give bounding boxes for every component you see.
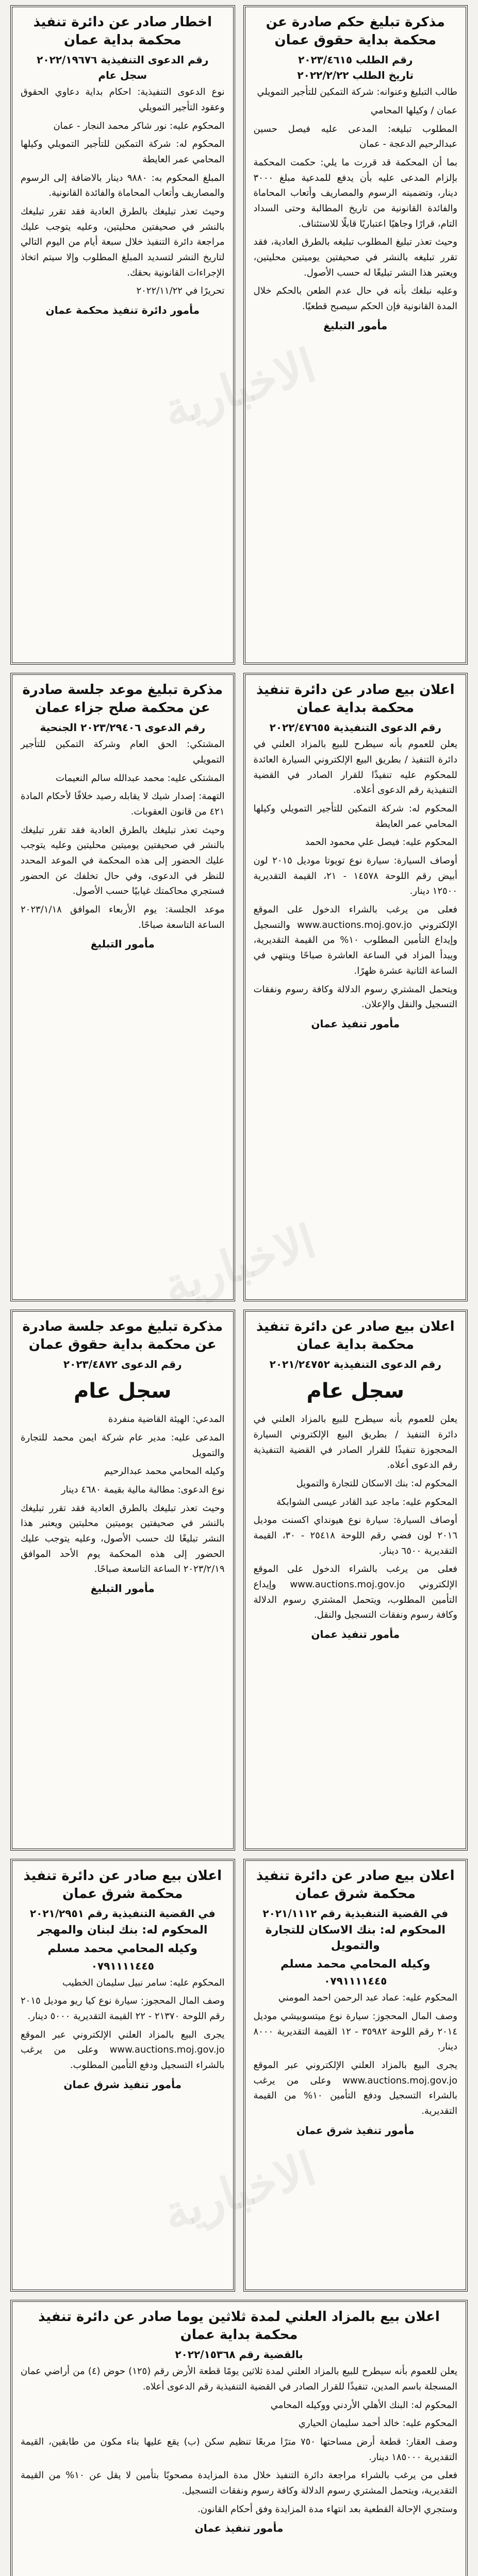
notice-para: يعلن للعموم بأنه سيطرح للبيع بالمزاد العلني لمدة ثلاثين يومًا قطعة الأرض رقم (١٢٥) حوض (٤) من أراضي عمان المسجلة باسم المدين، تنفيذًا للقرار الصادر في القضية التنفيذية رقم الدعوى أعلاه. xyxy=(21,2366,457,2392)
notice-para: وعليه نبلغك بأنه في حال عدم الطعن بالحكم خلال المدة القانونية فإن الحكم سيصبح قطعيًا. xyxy=(253,285,457,312)
notice-signature: مأمور تنفيذ عمان xyxy=(311,1628,400,1641)
case-date: تاريخ الطلب ٢٠٢٢/٢/٢٢ xyxy=(297,69,414,82)
notice-para: وصف المال المحجوز: سيارة نوع كيا ريو موديل ٢٠١٥ رقم اللوحة ٢١٣٧٠ - ٢٢ القيمة التقديرية ٥٠٠٠ دينار. xyxy=(21,1995,225,2022)
notice-title: اعلان بيع صادر عن دائرة تنفيذ محكمة بداية عمان xyxy=(256,682,455,716)
notice-east-amman-auction-2 xyxy=(10,1859,235,2292)
notice-title: مذكرة تبليغ موعد جلسة صادرة عن محكمة صلح جزاء عمان xyxy=(22,682,223,716)
case-number: بالقضية رقم ٢٠٢٢/١٥٣٦٨ xyxy=(175,2348,303,2361)
notice-para: وصف المال المحجوز: سيارة نوع ميتسوبيشي موديل ٢٠١٤ رقم اللوحة ٣٥٩٨٢ - ١٢ القيمة التقديرية ٨٠٠٠ دينار. xyxy=(253,2010,457,2053)
notice-lawyer: وكيله المحامي محمد مسلم xyxy=(281,1957,431,1971)
notice-para: المدعي: الهيئة القاضية منفردة xyxy=(108,1414,225,1425)
notice-para: وحيث تعذر تبليغك بالطرق العادية فقد تقرر تبليغك بالنشر في صحيفتين يوميتين محليتين ويعتبر هذا النشر تبليغًا لك حسب الأصول، وعليه يتوجب عليك الحضور إلى هذه المحكمة يوم الأحد الموافق ٢٠٢٣/٢/١٩ الساعة التاسعة صباحًا. xyxy=(21,1502,225,1575)
notice-party: المحكوم له: بنك الاسكان للتجارة والتمويل xyxy=(265,1924,446,1952)
notice-para: تحريرًا في ٢٠٢٢/١١/٢٢ xyxy=(136,285,225,297)
notice-para: المحكوم له: بنك الاسكان للتجارة والتمويل xyxy=(296,1478,457,1489)
notice-signature: مأمور تنفيذ عمان xyxy=(194,2522,284,2535)
notice-para: طالب التبليغ وعنوانه: شركة التمكين للتأجير التمويلي xyxy=(257,87,457,98)
notice-title: اعلان بيع صادر عن دائرة تنفيذ محكمة شرق عمان xyxy=(256,1868,455,1902)
notice-para: المحكوم له: البنك الأهلي الأردني ووكيله المحامي xyxy=(270,2399,457,2411)
notice-para: يجرى البيع بالمزاد العلني الإلكتروني عبر الموقع www.auctions.moj.gov.jo وعلى من يرغب بالشراء التسجيل ودفع التأمين المطلوب. xyxy=(21,2029,225,2071)
notice-para: المحكوم له: شركة التمكين للتأجير التمويلي وكيلها المحامي عمر العايطة xyxy=(253,803,457,829)
notice-lawyer: وكيله المحامي محمد مسلم xyxy=(47,1942,197,1955)
case-number: رقم الدعوى التنفيذية ٢٠٢٢/٤٧٦٥٥ xyxy=(269,721,441,734)
notice-para: المدعى عليه: مدير عام شركة ايمن محمد للتجارة والتمويل xyxy=(21,1432,225,1459)
notice-para: نوع الدعوى التنفيذية: احكام بداية دعاوي الحقوق وعقود التأجير التمويلي xyxy=(21,87,225,113)
phone-number: ٠٧٩١١١١٤٤٥ xyxy=(324,1975,387,1988)
notice-para: نوع الدعوى: مطالبة مالية بقيمة ٤٦٨٠ دينار xyxy=(61,1484,225,1495)
notice-title: اخطار صادر عن دائرة تنفيذ محكمة بداية عمان xyxy=(33,14,212,48)
notice-para: المحكوم عليه: سامر نبيل سليمان الخطيب xyxy=(62,1977,225,1988)
notice-court-judgment xyxy=(243,5,468,665)
notice-title: اعلان بيع صادر عن دائرة تنفيذ محكمة شرق عمان xyxy=(23,1868,222,1902)
case-number: رقم الدعوى التنفيذية ٢٠٢٢/١٩٦٧٦ xyxy=(37,54,209,66)
notice-para: يعلن للعموم بأنه سيطرح للبيع بالمزاد العلني في دائرة التنفيذ / بطريق البيع الإلكتروني السيارة المحجوزة تنفيذًا للقرار الصادر في القضية التنفيذية رقم الدعوى أعلاه. xyxy=(253,1414,457,1471)
notice-para: وصف العقار: قطعة أرض مساحتها ٧٥٠ مترًا مربعًا تنظيم سكن (ب) يقع عليها بناء مكون من طابقين، القيمة التقديرية ١٨٥٠٠٠ دينار. xyxy=(21,2436,457,2463)
notice-signature: مأمور التبليغ xyxy=(90,1582,155,1595)
notice-signature: مأمور التبليغ xyxy=(90,938,155,951)
case-number: رقم الدعوى التنفيذية ٢٠٢١/٢٤٧٥٢ xyxy=(269,1358,441,1371)
notice-para: المشتكي: الحق العام وشركة التمكين للتأجير التمويلي xyxy=(21,739,225,765)
notice-hearing-date xyxy=(10,673,235,1301)
notice-title: مذكرة تبليغ حكم صادرة عن محكمة بداية حقوق عمان xyxy=(266,14,445,48)
notice-execution-warning xyxy=(10,5,235,665)
notice-para: المبلغ المحكوم به: ٩٨٨٠ دينار بالاضافة إلى الرسوم والمصاريف وأتعاب المحاماة والفائدة القانونية. xyxy=(21,172,225,199)
notice-title: اعلان بيع صادر عن دائرة تنفيذ محكمة بداية عمان xyxy=(256,1319,455,1353)
notice-signature: مأمور تنفيذ عمان xyxy=(311,1017,400,1030)
watermark: الاخبارية xyxy=(156,2141,322,2242)
notice-para: وستجري الإحالة القطعية بعد انتهاء مدة المزايدة وفق أحكام القانون. xyxy=(197,2503,457,2515)
notice-para: المطلوب تبليغه: المدعى عليه فيصل حسين عبدالرحيم الدعجة - عمان xyxy=(253,123,457,150)
notice-para: المحكوم عليه: فيصل علي محمود الحمد xyxy=(305,837,457,848)
notice-para: فعلى من يرغب بالشراء الدخول على الموقع الإلكتروني www.auctions.moj.gov.jo وإيداع التأمين المطلوب، ويتحمل المشتري رسوم الدلالة وكافة رسوم ونفقات التسجيل والنقل. xyxy=(253,1564,457,1621)
notice-para: وحيث تعذر تبليغك بالطرق العادية فقد تقرر تبليغك بالنشر في صحيفتين يوميتين محليتين وعليه يتوجب عليك الحضور إلى هذه المحكمة في الموعد المحدد للنظر في الدعوى، وفي حال تخلفك عن الحضور فستجري محاكمتك غيابيًا حسب الأصول. xyxy=(21,824,225,897)
notice-title: مذكرة تبليغ موعد جلسة صادرة عن محكمة بداية حقوق عمان xyxy=(22,1319,223,1353)
notice-para: موعد الجلسة: يوم الأربعاء الموافق ٢٠٢٣/١/١٨ الساعة التاسعة صباحًا. xyxy=(21,904,225,930)
case-number: رقم الدعوى ٢٠٢٣/٤٨٧٢ xyxy=(63,1358,182,1371)
notice-title: اعلان بيع بالمزاد العلني لمدة ثلاثين يوما صادر عن دائرة تنفيذ محكمة بداية عمان xyxy=(38,2309,440,2343)
notice-para: بما أن المحكمة قد قررت ما يلي: حكمت المحكمة بإلزام المدعى عليه بأن يدفع للمدعية مبلغ ٣٠٠٠ دينار، وتضمينه الرسوم والمصاريف وأتعاب المحاماة والفائدة القانونية من تاريخ المطالبة وحتى السداد التام، قرارًا وجاهيًا اعتباريًا قابلًا للاستئناف. xyxy=(253,157,457,229)
notice-car-auction xyxy=(243,673,468,1301)
case-number: رقم الدعوى ٢٠٢٣/٢٩٤٠٦ الجنحية xyxy=(40,721,205,734)
case-date: سجل عام xyxy=(98,69,147,82)
notice-para: المحكوم عليه: عماد عبد الرحمن احمد المومني xyxy=(278,1992,457,2004)
phone-number: ٠٧٩١١١١٤٤٥ xyxy=(91,1959,154,1972)
notice-land-auction xyxy=(10,2300,468,2576)
notice-para: المحكوم عليه: نور شاكر محمد النجار - عمان xyxy=(53,120,225,131)
case-number: في القضية التنفيذية رقم ٢٠٢١/٢٩٥١ xyxy=(29,1907,216,1920)
notice-para: المحكوم له: شركة التمكين للتأجير التمويلي وكيلها المحامي عمر العايطة xyxy=(21,139,225,165)
notice-signature: مأمور تنفيذ شرق عمان xyxy=(296,2124,415,2137)
notice-para: التهمة: إصدار شيك لا يقابله رصيد خلافًا لأحكام المادة ٤٢١ من قانون العقوبات. xyxy=(21,791,225,817)
watermark: الاخبارية xyxy=(156,1213,322,1314)
notice-para: وحيث تعذر تبليغ المطلوب تبليغه بالطرق العادية، فقد تقرر تبليغه بالنشر في صحيفتين يوميتين محليتين، ويعتبر هذا النشر تبليغًا له حسب الأصول. xyxy=(253,236,457,278)
notice-para: المحكوم عليه: ماجد عبد القادر عيسى الشوابكة xyxy=(276,1496,457,1507)
notice-para: يعلن للعموم بأنه سيطرح للبيع بالمزاد العلني في دائرة التنفيذ / بطريق البيع الإلكتروني السيارة العائدة للمحكوم عليه تنفيذًا للقرار الصادر في القضية التنفيذية رقم الدعوى أعلاه. xyxy=(253,739,457,796)
record-label: سجل عام xyxy=(306,1379,404,1403)
case-number: رقم الطلب ٢٠٢٣/٤٦١٥ xyxy=(298,54,413,66)
notice-para: المشتكى عليه: محمد عبدالله سالم النعيمات xyxy=(55,772,225,784)
notice-para: المحكوم عليه: خالد أحمد سليمان الحياري xyxy=(298,2418,457,2429)
notice-para: وحيث تعذر تبليغك بالطرق العادية فقد تقرر تبليغك بالنشر في صحيفتين محليتين، وعليه يتوجب عليك مراجعة دائرة التنفيذ خلال سبعة أيام من اليوم التالي لتاريخ النشر لتسديد المبلغ المطلوب وإلا سيتم اتخاذ الإجراءات القانونية بحقك. xyxy=(21,206,225,278)
notice-hearing-date-2 xyxy=(10,1310,235,1851)
notice-para: ويتحمل المشتري رسوم الدلالة وكافة رسوم ونفقات التسجيل والنقل والإعلان. xyxy=(253,984,457,1010)
notice-para: فعلى من يرغب بالشراء الدخول على الموقع الإلكتروني www.auctions.moj.gov.jo والتسجيل وإيداع التأمين المطلوب ١٠% من القيمة التقديرية، ويبدأ المزاد في الساعة العاشرة صباحًا وينتهي في الساعة الثانية عشرة ظهرًا. xyxy=(253,904,458,976)
notice-car-auction-2 xyxy=(243,1310,468,1851)
record-label: سجل عام xyxy=(74,1379,172,1403)
case-number: في القضية التنفيذية رقم ٢٠٢١/١١١٢ xyxy=(262,1907,449,1920)
notice-signature: مأمور التبليغ xyxy=(323,319,388,332)
notice-party: المحكوم له: بنك لبنان والمهجر xyxy=(38,1924,208,1937)
notice-signature: مأمور تنفيذ شرق عمان xyxy=(63,2078,182,2091)
notice-para: أوصاف السيارة: سيارة نوع تويوتا موديل ٢٠١٥ لون أبيض رقم اللوحة ١٤٥٧٨ - ٢١، القيمة التقديرية ١٢٥٠٠ دينار. xyxy=(253,855,457,897)
notice-para: يجرى البيع بالمزاد العلني الإلكتروني عبر الموقع www.auctions.moj.gov.jo وعلى من يرغب بالشراء التسجيل ودفع التأمين ١٠% من القيمة التقديرية. xyxy=(253,2060,457,2117)
notice-para: وكيله المحامي محمد عبدالرحيم xyxy=(104,1466,225,1477)
notice-para: أوصاف السيارة: سيارة نوع هيونداي اكسنت موديل ٢٠١٦ لون فضي رقم اللوحة ٢٥٤١٨ - ٣٠، القيمة التقديرية ٦٥٠٠ دينار. xyxy=(253,1515,457,1556)
notice-signature: مأمور دائرة تنفيذ محكمة عمان xyxy=(45,304,200,317)
notice-para: فعلى من يرغب بالشراء مراجعة دائرة التنفيذ خلال مدة المزايدة مصحوبًا بتأمين لا يقل عن ١٠% من القيمة التقديرية، ويتحمل المشتري رسوم الدلالة وكافة رسوم ونفقات التسجيل. xyxy=(21,2470,457,2496)
notice-para: عمان / وكيلها المحامي xyxy=(370,105,457,116)
notice-east-amman-auction xyxy=(243,1859,468,2292)
watermark: الاخبارية xyxy=(156,337,322,438)
